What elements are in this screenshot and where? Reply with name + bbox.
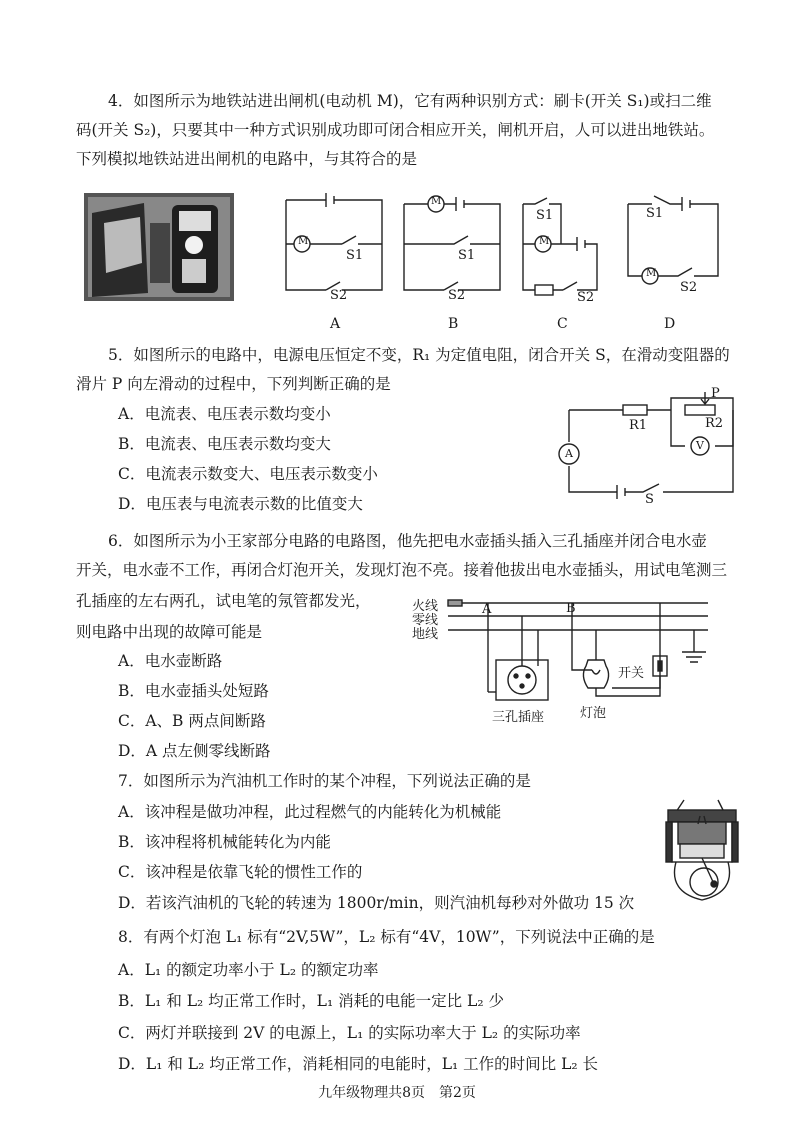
household-circuit: [412, 592, 712, 725]
switch-label: 开关: [618, 666, 645, 681]
q5-circuit: [555, 386, 745, 506]
subway-gate-photo: [84, 193, 234, 301]
q6-option-d: D．A 点左侧零线断路: [118, 742, 271, 760]
q6-stem-line3: 孔插座的左右两孔，试电笔的氖管都发光，: [76, 592, 371, 610]
r2-label: R2: [705, 416, 724, 431]
page-footer: 九年级物理共8页 第2页: [318, 1085, 476, 1101]
q8-option-d: D．L₁ 和 L₂ 均正常工作，消耗相同的电能时，L₁ 工作的时间比 L₂ 长: [118, 1055, 599, 1073]
motor-label: M: [298, 236, 309, 247]
socket-label: 三孔插座: [492, 710, 545, 725]
option-label-c: C: [557, 316, 568, 332]
s2-label: S2: [680, 280, 698, 295]
neutral-wire-label: 零线: [412, 613, 439, 628]
r1-label: R1: [629, 418, 648, 433]
s2-label: S2: [577, 290, 595, 305]
q6-option-c: C．A、B 两点间断路: [118, 712, 266, 730]
option-label-d: D: [664, 316, 676, 332]
q4-circuit-c: [517, 190, 607, 305]
q6-stem-line1: 6．如图所示为小王家部分电路的电路图，他先把电水壶插头插入三孔插座并闭合电水壶: [108, 532, 707, 550]
ground-wire-label: 地线: [412, 627, 439, 642]
motor-label: M: [539, 236, 550, 247]
point-a-label: A: [482, 602, 492, 617]
q5-stem-line1: 5．如图所示的电路中，电源电压恒定不变，R₁ 为定值电阻，闭合开关 S，在滑动变阻器的: [108, 346, 730, 364]
q7-option-d: D．若该汽油机的飞轮的转速为 1800r/min，则汽油机每秒对外做功 15 次: [118, 894, 635, 912]
s2-label: S2: [330, 288, 348, 303]
bulb-label: 灯泡: [580, 706, 607, 721]
s1-label: S1: [346, 248, 364, 263]
q4-stem-line2: 码(开关 S₂)，只要其中一种方式识别成功即可闭合相应开关，闸机开启，人可以进出地铁站。: [76, 121, 715, 139]
q6-option-b: B．电水壶插头处短路: [118, 682, 269, 700]
q4-stem-line3: 下列模拟地铁站进出闸机的电路中，与其符合的是: [76, 150, 418, 168]
option-label-b: B: [448, 316, 459, 332]
q5-option-d: D．电压表与电流表示数的比值变大: [118, 495, 363, 513]
s1-label: S1: [646, 206, 664, 221]
q5-stem-line2: 滑片 P 向左滑动的过程中，下列判断正确的是: [76, 375, 391, 393]
q4-stem-line1: 4．如图所示为地铁站进出闸机(电动机 M)，它有两种识别方式：刷卡(开关 S₁)或扫二维: [108, 92, 712, 110]
q6-stem-line2: 开关，电水壶不工作，再闭合灯泡开关，发现灯泡不亮。接着他拔出电水壶插头，用试电笔测三: [76, 561, 728, 579]
q4-circuit-a: [282, 190, 392, 303]
q7-stem: 7．如图所示为汽油机工作时的某个冲程，下列说法正确的是: [118, 772, 531, 790]
q8-stem: 8．有两个灯泡 L₁ 标有“2V,5W”，L₂ 标有“4V，10W”，下列说法中正确的是: [118, 928, 655, 946]
q6-stem-line4: 则电路中出现的故障可能是: [76, 623, 263, 641]
s1-label: S1: [536, 208, 554, 223]
slider-p-label: P: [711, 386, 720, 401]
q7-option-c: C．该冲程是依靠飞轮的惯性工作的: [118, 863, 363, 881]
ammeter-label: A: [565, 447, 573, 460]
point-b-label: B: [566, 601, 576, 616]
q4-circuit-d: [624, 190, 724, 300]
motor-label: M: [431, 196, 442, 207]
option-label-a: A: [330, 316, 341, 332]
q4-circuit-b: [400, 190, 510, 303]
q6-option-a: A．电水壶断路: [118, 652, 223, 670]
q8-option-c: C．两灯并联接到 2V 的电源上，L₁ 的实际功率大于 L₂ 的实际功率: [118, 1024, 581, 1042]
s2-label: S2: [448, 288, 466, 303]
q5-option-a: A．电流表、电压表示数均变小: [118, 405, 331, 423]
live-wire-label: 火线: [412, 599, 439, 614]
q7-option-a: A．该冲程是做功冲程，此过程燃气的内能转化为机械能: [118, 803, 502, 821]
switch-s-label: S: [645, 492, 654, 507]
q5-option-b: B．电流表、电压表示数均变大: [118, 435, 331, 453]
q7-option-b: B．该冲程将机械能转化为内能: [118, 833, 331, 851]
q8-option-b: B．L₁ 和 L₂ 均正常工作时，L₁ 消耗的电能一定比 L₂ 少: [118, 992, 504, 1010]
q5-option-c: C．电流表示数变大、电压表示数变小: [118, 465, 378, 483]
voltmeter-label: V: [696, 439, 704, 452]
motor-label: M: [646, 268, 657, 279]
engine-stroke-figure: [662, 792, 742, 904]
s1-label: S1: [458, 248, 476, 263]
q8-option-a: A．L₁ 的额定功率小于 L₂ 的额定功率: [118, 961, 379, 979]
